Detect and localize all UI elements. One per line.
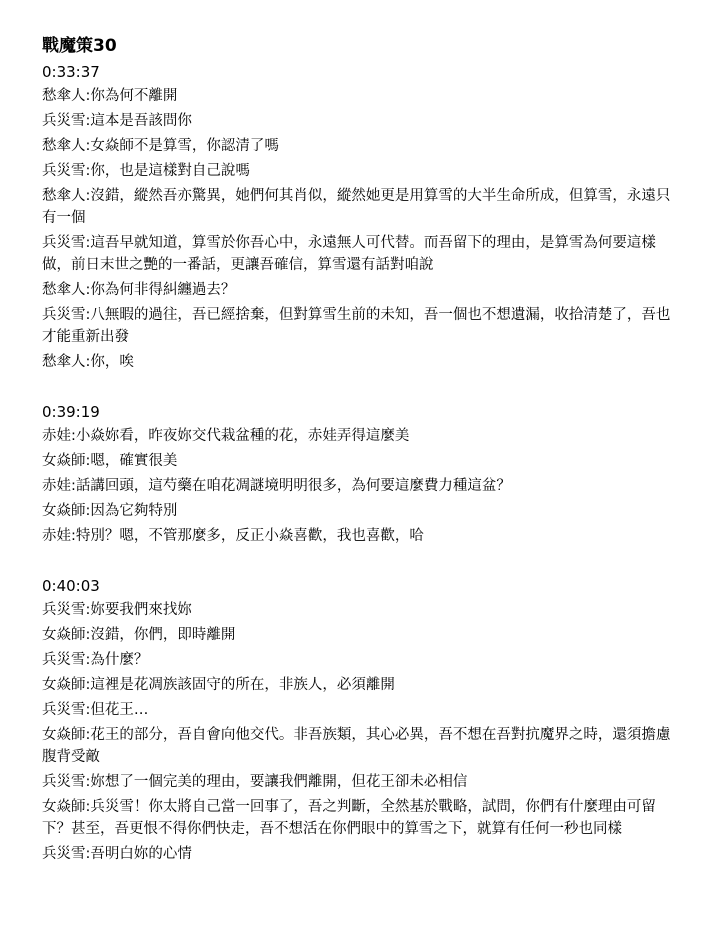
- dialogue-line: 女焱師:這裡是花凋族該固守的所在，非族人，必須離開: [42, 677, 395, 693]
- dialogue-line: 赤娃:話講回頭，這芍藥在咱花凋謎境明明很多，為何要這麼費力種這盆？: [42, 478, 511, 494]
- section-timestamp: 0:40:03: [42, 577, 100, 595]
- dialogue-line: 兵災雪:妳想了一個完美的理由，要讓我們離開，但花王卻未必相信: [42, 774, 468, 790]
- dialogue-line: 愁傘人:你為何非得糾纏過去？: [42, 282, 236, 298]
- dialogue-line: 赤娃:小焱妳看，昨夜妳交代栽盆種的花，赤娃弄得這麼美: [42, 428, 410, 444]
- dialogue-line: 女焱師:兵災雪！你太將自己當一回事了，吾之判斷，全然基於戰略，試問，你們有什麼理由可留下？甚至，吾更恨不得你們快走，吾不想活在你們眼中的算雪之下，就算有任何一秒也同樣: [42, 799, 656, 837]
- dialogue-line: 女焱師:因為它夠特別: [42, 503, 178, 519]
- dialogue-line: 兵災雪:你，也是這樣對自己說嗎: [42, 163, 250, 179]
- dialogue-line: 赤娃:特別？嗯，不管那麼多，反正小焱喜歡，我也喜歡，哈: [42, 528, 424, 544]
- dialogue-line: 女焱師:沒錯，你們，即時離開: [42, 627, 236, 643]
- dialogue-line: 愁傘人:你為何不離開: [42, 88, 178, 104]
- section-timestamp: 0:33:37: [42, 63, 100, 81]
- dialogue-line: 兵災雪:為什麼？: [42, 652, 149, 668]
- transcript-sections: [42, 62, 682, 865]
- dialogue-line: 兵災雪:吾明白妳的心情: [42, 846, 192, 862]
- dialogue-line: 兵災雪:這本是吾該問你: [42, 113, 192, 129]
- section-timestamp: 0:39:19: [42, 403, 100, 421]
- transcript-section: [42, 576, 682, 865]
- dialogue-line: 女焱師:嗯，確實很美: [42, 453, 178, 469]
- dialogue-line: 愁傘人:女焱師不是算雪，你認清了嗎: [42, 138, 279, 154]
- dialogue-line: 兵災雪:這吾早就知道，算雪於你吾心中，永遠無人可代替。而吾留下的理由，是算雪為何要這樣做，前日末世之艷的一番話，更讓吾確信，算雪還有話對咱說: [42, 235, 656, 273]
- dialogue-line: 愁傘人:沒錯，縱然吾亦驚異，她們何其肖似，縱然她更是用算雪的大半生命所成，但算雪，永遠只有一個: [42, 188, 671, 226]
- dialogue-line: 兵災雪:八無暇的過往，吾已經捨棄，但對算雪生前的未知，吾一個也不想遺漏，收拾清楚了，吾也才能重新出發: [42, 307, 671, 345]
- transcript-section: [42, 402, 682, 547]
- dialogue-line: 女焱師:花王的部分，吾自會向他交代。非吾族類，其心必異，吾不想在吾對抗魔界之時，還須擔慮腹背受敵: [42, 727, 671, 765]
- transcript-section: [42, 62, 682, 373]
- transcript-document: [42, 34, 682, 868]
- dialogue-line: 愁傘人:你，唉: [42, 354, 134, 370]
- document-title: 戰魔策30: [42, 36, 117, 56]
- dialogue-line: 兵災雪:妳要我們來找妳: [42, 602, 192, 618]
- dialogue-line: 兵災雪:但花王…: [42, 702, 149, 718]
